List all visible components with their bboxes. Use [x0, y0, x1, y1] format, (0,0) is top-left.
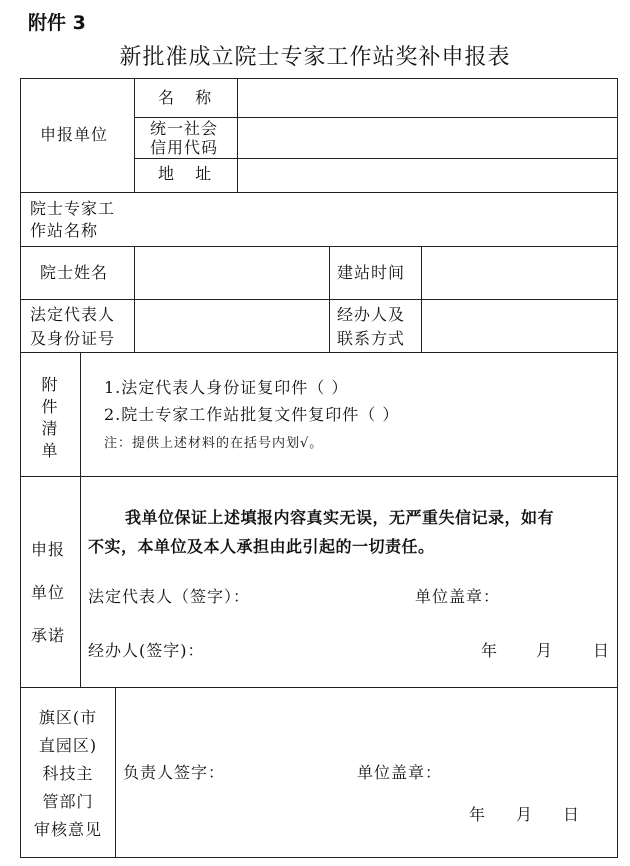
handler-label — [337, 304, 405, 350]
review-label: 旗区(市 直园区) 科技主 管部门 审核意见 — [33, 708, 102, 839]
row-divider — [20, 299, 618, 300]
station-name-value-field[interactable] — [137, 195, 615, 244]
address-value-field[interactable] — [240, 160, 616, 191]
commitment-year: 年 — [481, 641, 499, 660]
col-divider — [115, 687, 116, 858]
legal-rep-label-line2: 及身份证号 — [30, 329, 116, 348]
credit-code-label-line2: 信用代码 — [150, 138, 219, 157]
row-divider — [20, 476, 618, 477]
responsible-signature: 负责人签字： — [123, 763, 226, 782]
col-divider — [329, 246, 330, 353]
credit-code-label-line1: 统一社会 — [150, 119, 219, 138]
row-divider — [20, 192, 618, 193]
academician-name-label: 院士姓名 — [40, 263, 109, 282]
commitment-statement-line2: 不实，本单位及本人承担由此引起的一切责任。 — [88, 537, 435, 556]
col-divider — [237, 78, 238, 193]
commitment-seal-label: 单位盖章： — [415, 587, 501, 606]
col-divider — [421, 246, 422, 353]
legal-rep-label-line1: 法定代表人 — [30, 305, 116, 324]
row-divider — [20, 687, 618, 688]
handler-signature: 经办人(签字)： — [88, 641, 205, 660]
col-divider — [134, 246, 135, 353]
commitment-statement-line1: 我单位保证上述填报内容真实无误，无严重失信记录，如有 — [125, 508, 555, 527]
review-seal-label: 单位盖章： — [357, 763, 443, 782]
name-label: 名 称 — [158, 88, 213, 107]
commitment-label: 申报 单位 承诺 — [30, 540, 65, 645]
attachment-item-1: 1.法定代表人身份证复印件（ ） — [104, 378, 349, 397]
attachment-item-2: 2.院士专家工作站批复文件复印件（ ） — [104, 405, 400, 424]
station-name-label-line2: 作站名称 — [30, 221, 99, 240]
review-day: 日 — [563, 805, 581, 824]
legal-rep-signature: 法定代表人（签字）： — [88, 587, 251, 606]
station-name-label-line1: 院士专家工 — [30, 199, 116, 218]
credit-code-label — [150, 118, 218, 159]
handler-field[interactable] — [424, 302, 616, 350]
review-month: 月 — [516, 805, 534, 824]
academician-name-field[interactable] — [137, 249, 327, 297]
build-time-field[interactable] — [424, 249, 616, 297]
credit-code-value-field[interactable] — [240, 120, 616, 156]
attachment-note: 注：提供上述材料的在括号内划√。 — [104, 436, 324, 451]
build-time-label: 建站时间 — [337, 263, 406, 282]
row-divider — [20, 352, 618, 353]
station-name-label — [30, 198, 115, 242]
handler-label-line2: 联系方式 — [337, 329, 406, 348]
legal-rep-label — [30, 304, 115, 350]
review-year: 年 — [469, 805, 487, 824]
name-value-field[interactable] — [240, 80, 616, 116]
commitment-month: 月 — [536, 641, 554, 660]
col-divider — [80, 352, 81, 688]
address-label: 地 址 — [158, 164, 213, 183]
legal-rep-field[interactable] — [137, 302, 327, 350]
applicant-section-label: 申报单位 — [40, 125, 109, 144]
attachment-label: 附件 3 — [28, 12, 86, 34]
row-divider — [20, 246, 618, 247]
handler-label-line1: 经办人及 — [337, 305, 406, 324]
attachment-list-label: 附 件 清 单 — [41, 375, 59, 460]
form-title: 新批准成立院士专家工作站奖补申报表 — [119, 45, 511, 70]
commitment-day: 日 — [593, 641, 611, 660]
col-divider — [134, 78, 135, 193]
